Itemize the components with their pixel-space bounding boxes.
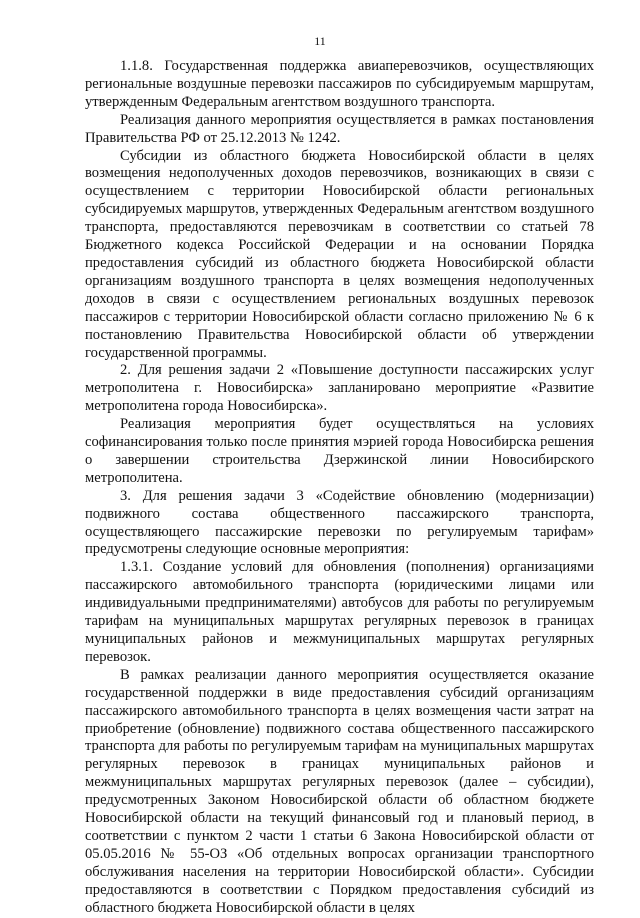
paragraph-task-2: 2. Для решения задачи 2 «Повышение доступности пассажирских услуг метрополитена г. Новосибирска» запланировано мероприятие «Развитие метрополитена города Новосибирска». [85,362,594,415]
paragraph-state-support-subsidies: В рамках реализации данного мероприятия осуществляется оказание государственной поддержки в виде предоставления субсидий организациям пассажирского автомобильного транспорта в целях возмещения части затрат на приобретение (обновление) подвижного состава общественного пассажирского транспорта для работы по регулируемым тарифам на муниципальных маршрутах регулярных перевозок в границах муниципальных районов и межмуниципальных маршрутах регулярных перевозок (далее – субсидии), предусмотренных Законом Новосибирской области об областном бюджете Новосибирской области на текущий финансовый год и плановый период, в соответствии с пунктом 2 части 1 статьи 6 Закона Новосибирской области от 05.05.2016 № 55-ОЗ «Об отдельных вопросах организации транспортного обслуживания населения на территории Новосибирской области». Субсидии предоставляются в соответствии с Порядком предоставления субсидий из областного бюджета Новосибирской области в целях [85,666,594,916]
paragraph-task-3: 3. Для решения задачи 3 «Содействие обновлению (модернизации) подвижного состава общественного пассажирского транспорта, осуществляющего пассажирские перевозки по регулируемым тарифам» предусмотрены следующие основные мероприятия: [85,487,594,558]
document-body [85,58,594,918]
paragraph-metro-cofinancing: Реализация мероприятия будет осуществляться на условиях софинансирования только после принятия мэрией города Новосибирска решения о завершении строительства Дзержинской линии Новосибирского метрополитена. [85,416,594,486]
paragraph-subsidies-air-transport: Субсидии из областного бюджета Новосибирской области в целях возмещения недополученных доходов перевозчиков, возникающих в связи с осуществлением с территории Новосибирской области региональных субсидируемых маршрутов, утвержденных Федеральным агентством воздушного транспорта, предоставляются перевозчикам в соответствии со статьей 78 Бюджетного кодекса Российской Федерации и на основании Порядка предоставления субсидий из областного бюджета Новосибирской области организациям воздушного транспорта в целях возмещения недополученных доходов в связи с осуществлением региональных воздушных перевозок пассажиров с территории Новосибирской области согласно приложению № 6 к постановлению Правительства Новосибирской области об утверждении государственной программы. [85,147,594,361]
paragraph-1-3-1-heading: 1.3.1. Создание условий для обновления (пополнения) организациями пассажирского автомобильного транспорта (юридическими лицами или индивидуальными предпринимателями) автобусов для работы по регулируемым тарифам на муниципальных маршрутах регулярных перевозок в границах муниципальных районов и межмуниципальных маршрутах регулярных перевозок. [85,559,594,665]
paragraph-1-1-8-heading: 1.1.8. Государственная поддержка авиаперевозчиков, осуществляющих региональные воздушные перевозки пассажиров по субсидируемым маршрутам, утвержденным Федеральным агентством воздушного транспорта. [85,58,594,110]
page-number: 11 [314,34,326,48]
paragraph-implementation-basis: Реализация данного мероприятия осуществляется в рамках постановления Правительства РФ от 25.12.2013 № 1242. [85,111,594,146]
